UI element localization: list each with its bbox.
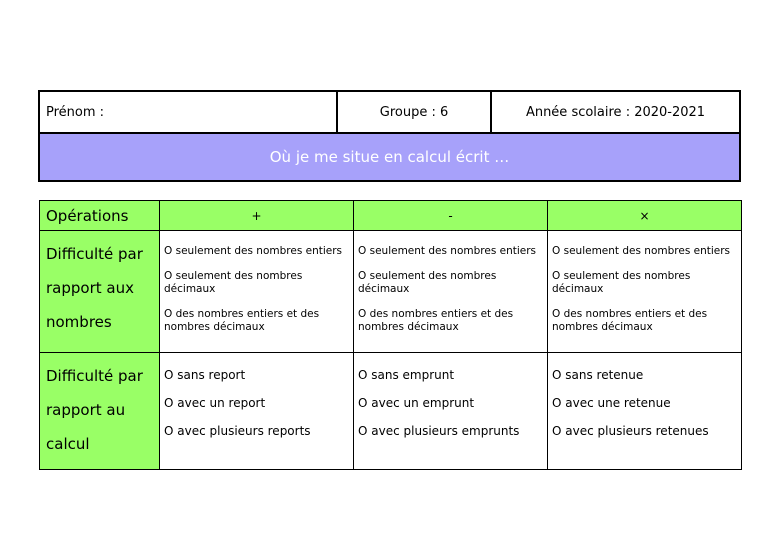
option-mixte[interactable]: O des nombres entiers et des nombres décimaux [358,308,514,333]
title-banner [39,133,740,181]
prenom-label: Prénom : [46,104,105,120]
groupe-label: Groupe : 6 [379,104,449,120]
difficulty-numbers-label: Difficulté par rapport aux nombres [40,231,160,353]
option-mixte[interactable]: O des nombres entiers et des nombres décimaux [164,308,320,333]
option-entiers[interactable]: O seulement des nombres entiers [164,245,343,257]
option-un[interactable]: O avec une retenue [552,396,671,410]
prenom-field[interactable] [39,91,337,133]
header-table [38,90,741,182]
option-plusieurs[interactable]: O avec plusieurs retenues [552,424,709,438]
option-sans[interactable]: O sans report [164,368,246,382]
option-plusieurs[interactable]: O avec plusieurs emprunts [358,424,520,438]
calc-times-cell [548,353,742,470]
calc-plus-cell [160,353,354,470]
op-minus: - [354,201,548,231]
option-sans[interactable]: O sans emprunt [358,368,455,382]
option-plusieurs[interactable]: O avec plusieurs reports [164,424,311,438]
page-title: Où je me situe en calcul écrit … [269,148,510,166]
option-decimaux[interactable]: O seulement des nombres décimaux [552,270,691,295]
calc-minus-cell [354,353,548,470]
op-plus: + [160,201,354,231]
numbers-plus-cell [160,231,354,353]
option-mixte[interactable]: O des nombres entiers et des nombres décimaux [552,308,708,333]
evaluation-table [39,200,742,470]
annee-label: Année scolaire : 2020-2021 [525,104,706,120]
op-times: × [548,201,742,231]
annee-cell [491,91,740,133]
groupe-cell [337,91,491,133]
option-sans[interactable]: O sans retenue [552,368,644,382]
numbers-minus-cell [354,231,548,353]
option-un[interactable]: O avec un report [164,396,266,410]
numbers-times-cell [548,231,742,353]
option-entiers[interactable]: O seulement des nombres entiers [552,245,731,257]
option-decimaux[interactable]: O seulement des nombres décimaux [358,270,497,295]
option-un[interactable]: O avec un emprunt [358,396,475,410]
operations-label: Opérations [40,201,160,231]
option-entiers[interactable]: O seulement des nombres entiers [358,245,537,257]
difficulty-calc-label: Difficulté par rapport au calcul [40,353,160,470]
option-decimaux[interactable]: O seulement des nombres décimaux [164,270,303,295]
